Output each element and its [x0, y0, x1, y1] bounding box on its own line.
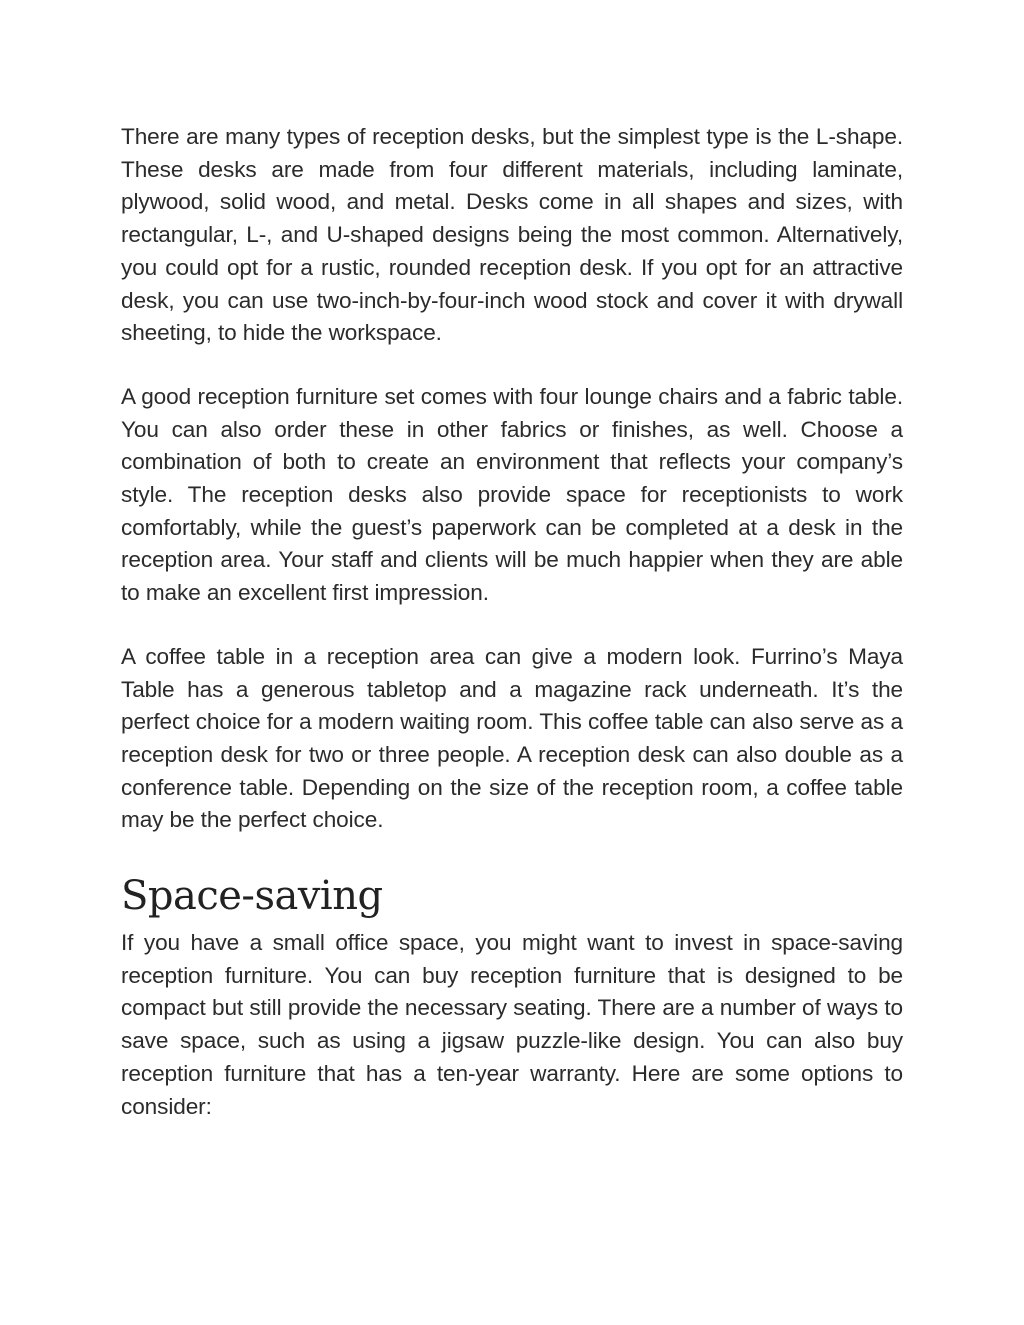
paragraph-reception-furniture-set: A good reception furniture set comes with four lounge chairs and a fabric table. You can also order these in other fabrics or finishes, as well. Choose a combination of both to create an environment that reflects your company’s style. The reception desks also provide space for receptionists to work comfortably, while the guest’s paperwork can be completed at a desk in the reception area. Your staff and clients will be much happier when they are able to make an excellent first impression.: [121, 383, 903, 606]
document-page: [121, 121, 903, 1154]
paragraph-coffee-table: A coffee table in a reception area can give a modern look. Furrino’s Maya Table has a generous tabletop and a magazine rack underneath. It’s the perfect choice for a modern waiting room. This coffee table can also serve as a reception desk for two or three people. A reception desk can also double as a conference table. Depending on the size of the reception room, a coffee table may be the perfect choice.: [121, 643, 903, 833]
paragraph-reception-desk-types: There are many types of reception desks, but the simplest type is the L-shape. These desks are made from four different materials, including laminate, plywood, solid wood, and metal. Desks come in all shapes and sizes, with rectangular, L-, and U-shaped designs being the most common. Alternatively, you could opt for a rustic, rounded reception desk. If you opt for an attractive desk, you can use two-inch-by-four-inch wood stock and cover it with drywall sheeting, to hide the workspace.: [121, 124, 903, 346]
paragraph-space-saving: If you have a small office space, you might want to invest in space-saving reception furniture. You can buy reception furniture that is designed to be compact but still provide the necessary seating. There are a number of ways to save space, such as using a jigsaw puzzle-like design. You can also buy reception furniture that has a ten-year warranty. Here are some options to consider:: [121, 930, 903, 1119]
section-heading: Space-saving: [121, 873, 383, 920]
